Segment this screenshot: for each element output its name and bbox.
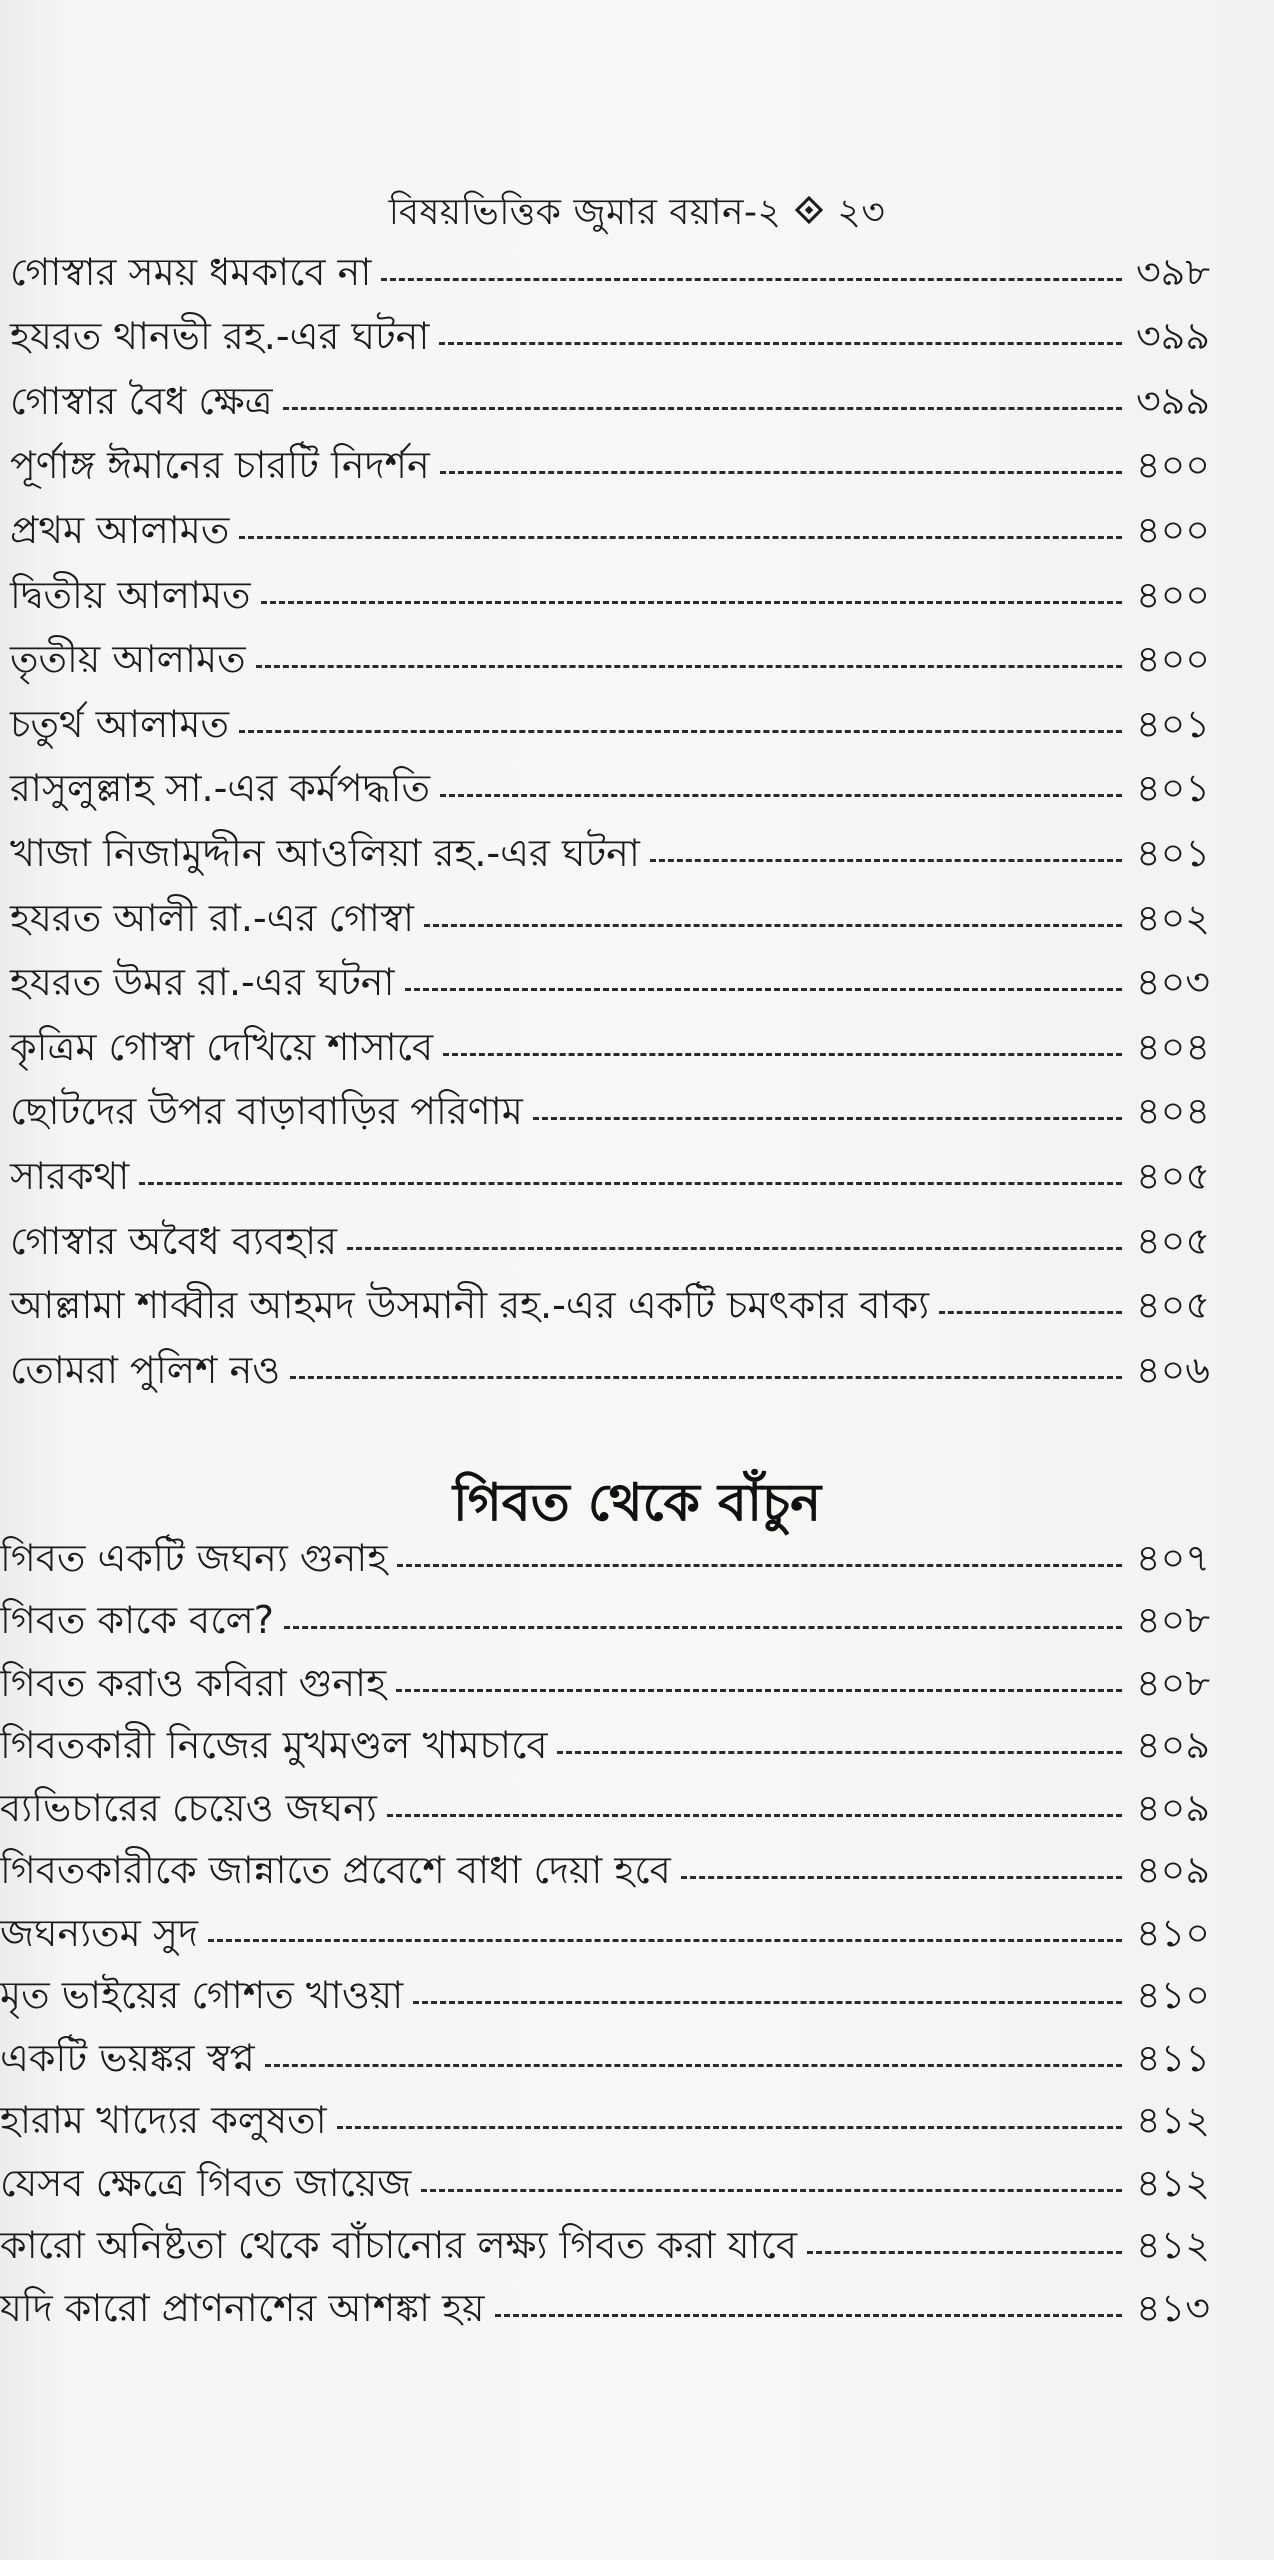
leader-dashes — [650, 859, 1122, 862]
toc-entry — [0, 951, 1210, 1016]
toc-entry-title: কারো অনিষ্টতা থেকে বাঁচানোর লক্ষ্য গিবত করা যাবে — [0, 2223, 797, 2267]
toc-entry-title: গিবত করাও কবিরা গুনাহ — [0, 1660, 387, 1705]
toc-entry — [0, 2278, 1210, 2341]
toc-entry — [0, 821, 1210, 886]
toc-entry-title: গিবতকারীকে জান্নাতে প্রবেশে বাধা দেয়া হবে — [0, 1848, 671, 1892]
toc-entry-title: হযরত থানভী রহ.-এর ঘটনা — [10, 314, 430, 359]
toc-entry-title: গোস্বার বৈধ ক্ষেত্র — [10, 378, 273, 423]
leader-dashes — [265, 2064, 1122, 2067]
leader-dashes — [397, 1564, 1122, 1567]
toc-entry — [0, 305, 1210, 370]
toc-entry-title: রাসুলুল্লাহ সা.-এর কর্মপদ্ধতি — [10, 766, 430, 811]
leader-dashes — [290, 1376, 1122, 1379]
leader-dashes — [208, 1939, 1122, 1942]
toc-entry — [0, 1778, 1210, 1841]
toc-entry-title: খাজা নিজামুদ্দীন আওলিয়া রহ.-এর ঘটনা — [10, 830, 640, 875]
toc-entry — [0, 1080, 1210, 1145]
leader-dashes — [424, 924, 1122, 927]
toc-entry — [0, 1903, 1210, 1966]
toc-entry-page: ৪০৩ — [1135, 960, 1210, 1005]
toc-entry-title: হযরত উমর রা.-এর ঘটনা — [10, 960, 395, 1005]
toc-entry-title: মৃত ভাইয়ের গোশত খাওয়া — [0, 1973, 404, 2017]
toc-entry — [0, 1966, 1210, 2029]
toc-entry-title: হারাম খাদ্যের কলুষতা — [0, 2098, 327, 2142]
toc-entry — [0, 757, 1210, 822]
toc-entry-page: ৪১০ — [1135, 1910, 1210, 1955]
toc-entry — [0, 1716, 1210, 1779]
leader-dashes — [440, 794, 1122, 797]
toc-entry-title: গিবত একটি জঘন্য গুনাহ — [0, 1535, 388, 1580]
toc-entry — [0, 563, 1210, 628]
leader-dashes — [557, 1751, 1121, 1754]
toc-entry-page: ৪০৮ — [1135, 1598, 1210, 1642]
toc-entry-page: ৪১২ — [1135, 2223, 1210, 2267]
running-header — [0, 185, 1274, 245]
toc-entry-page: ৪০৯ — [1135, 1785, 1210, 1830]
toc-entry-page: ৪০০ — [1135, 572, 1210, 617]
toc-entry — [0, 1144, 1210, 1209]
leader-dashes — [256, 665, 1122, 668]
toc-entry-page: ৪০৬ — [1135, 1347, 1210, 1392]
leader-dashes — [347, 1247, 1122, 1250]
toc-entry-title: গোস্বার সময় ধমকাবে না — [10, 249, 372, 294]
leader-dashes — [807, 2251, 1122, 2254]
leader-dashes — [421, 2189, 1122, 2192]
toc-entry-page: ৪০২ — [1135, 895, 1210, 940]
toc-entry — [0, 1841, 1210, 1904]
header-page-number: ২৩ — [837, 192, 886, 233]
leader-dashes — [387, 1814, 1122, 1817]
leader-dashes — [939, 1311, 1122, 1314]
toc-entry — [0, 240, 1210, 305]
toc-entry — [0, 498, 1210, 563]
section-heading: গিবত থেকে বাঁচুন — [452, 1473, 822, 1533]
toc-entry — [0, 2216, 1210, 2279]
toc-entry — [0, 1209, 1210, 1274]
toc-entry-page: ৪১২ — [1135, 2098, 1210, 2142]
toc-entry-page: ৪১৩ — [1135, 2285, 1210, 2330]
leader-dashes — [443, 1053, 1122, 1056]
toc-entry — [0, 434, 1210, 499]
header-title: বিষয়ভিত্তিক জুমার বয়ান-২ — [388, 192, 782, 233]
toc-entry-title: গোস্বার অবৈধ ব্যবহার — [10, 1218, 338, 1263]
toc-entry — [0, 886, 1210, 951]
leader-dashes — [440, 471, 1122, 474]
leader-dashes — [239, 536, 1121, 539]
toc-entry — [0, 1591, 1210, 1654]
toc-entry-title: কৃত্রিম গোস্বা দেখিয়ে শাসাবে — [10, 1024, 434, 1069]
toc-entry — [0, 692, 1210, 757]
leader-dashes — [139, 1182, 1122, 1185]
toc-entry-title: প্রথম আলামত — [10, 507, 230, 552]
toc-entry-title: আল্লামা শাব্বীর আহমদ উসমানী রহ.-এর একটি চমৎকার বাক্য — [10, 1283, 930, 1328]
toc-entry-page: ৪১১ — [1136, 2035, 1210, 2080]
toc-entry-title: তোমরা পুলিশ নও — [10, 1347, 281, 1392]
toc-entry — [0, 369, 1210, 434]
toc-entry-page: ৪০৭ — [1135, 1535, 1210, 1580]
toc-entry-page: ৪০০ — [1135, 443, 1210, 488]
leader-dashes — [413, 2001, 1122, 2004]
leader-dashes — [495, 2314, 1122, 2317]
toc-entry-page: ৪০৪ — [1135, 1024, 1210, 1069]
toc-entry-title: চতুর্থ আলামত — [10, 701, 229, 746]
toc-list-part2 — [0, 1528, 1210, 2341]
toc-entry-page: ৪০০ — [1135, 637, 1210, 682]
toc-entry-page: ৪০১ — [1135, 830, 1210, 875]
toc-entry-title: ছোটদের উপর বাড়াবাড়ির পরিণাম — [10, 1089, 523, 1134]
toc-entry — [0, 1338, 1210, 1403]
toc-entry-page: ৪০০ — [1135, 507, 1210, 552]
toc-entry-title: হযরত আলী রা.-এর গোস্বা — [10, 895, 415, 940]
leader-dashes — [381, 278, 1122, 281]
toc-entry-title: দ্বিতীয় আলামত — [10, 572, 251, 617]
toc-entry-title: যদি কারো প্রাণনাশের আশঙ্কা হয় — [0, 2285, 485, 2330]
toc-entry-title: জঘন্যতম সুদ — [0, 1910, 198, 1955]
toc-entry-page: ৪১২ — [1135, 2160, 1210, 2205]
toc-entry — [0, 2091, 1210, 2154]
leader-dashes — [533, 1117, 1122, 1120]
toc-entry — [0, 1015, 1210, 1080]
toc-entry-title: গিবতকারী নিজের মুখমণ্ডল খামচাবে — [0, 1723, 548, 1767]
toc-entry-title: যেসব ক্ষেত্রে গিবত জায়েজ — [0, 2160, 412, 2205]
leader-dashes — [284, 1626, 1122, 1629]
leader-dashes — [396, 1689, 1122, 1692]
toc-entry-page: ৪০৪ — [1135, 1089, 1210, 1134]
leader-dashes — [239, 730, 1122, 733]
toc-entry-page: ৪০১ — [1135, 701, 1210, 746]
toc-entry-title: গিবত কাকে বলে? — [0, 1598, 274, 1642]
toc-entry-page: ৪০৫ — [1135, 1283, 1210, 1328]
leader-dashes — [681, 1876, 1122, 1879]
leader-dashes — [261, 601, 1122, 604]
toc-entry-title: তৃতীয় আলামত — [10, 637, 246, 682]
toc-entry-title: একটি ভয়ঙ্কর স্বপ্ন — [0, 2035, 255, 2080]
toc-entry-page: ৪০৯ — [1135, 1848, 1210, 1892]
toc-entry — [0, 1528, 1210, 1591]
toc-entry-title: ব্যভিচারের চেয়েও জঘন্য — [0, 1785, 377, 1830]
toc-entry-page: ৩৯৮ — [1135, 249, 1210, 294]
leader-dashes — [337, 2126, 1122, 2129]
leader-dashes — [283, 407, 1122, 410]
leader-dashes — [439, 342, 1122, 345]
toc-entry-title: সারকথা — [10, 1153, 130, 1198]
toc-entry-page: ৪০১ — [1135, 766, 1210, 811]
toc-entry-page: ৩৯৯ — [1135, 314, 1210, 359]
toc-entry — [0, 2153, 1210, 2216]
toc-entry-title: পূর্ণাঙ্গ ঈমানের চারটি নিদর্শন — [10, 443, 430, 488]
toc-entry-page: ৪০৫ — [1135, 1218, 1210, 1263]
toc-entry-page: ৩৯৯ — [1135, 378, 1210, 423]
toc-entry-page: ৪১০ — [1135, 1973, 1210, 2017]
toc-list-part1 — [0, 240, 1210, 1403]
toc-entry — [0, 1274, 1210, 1339]
toc-entry-page: ৪০৫ — [1135, 1153, 1210, 1198]
toc-entry — [0, 1653, 1210, 1716]
toc-entry-page: ৪০৮ — [1135, 1660, 1210, 1705]
leader-dashes — [405, 988, 1122, 991]
toc-entry-page: ৪০৯ — [1135, 1723, 1210, 1767]
diamond-ornament-icon — [795, 196, 823, 224]
toc-entry — [0, 2028, 1210, 2091]
toc-entry — [0, 628, 1210, 693]
